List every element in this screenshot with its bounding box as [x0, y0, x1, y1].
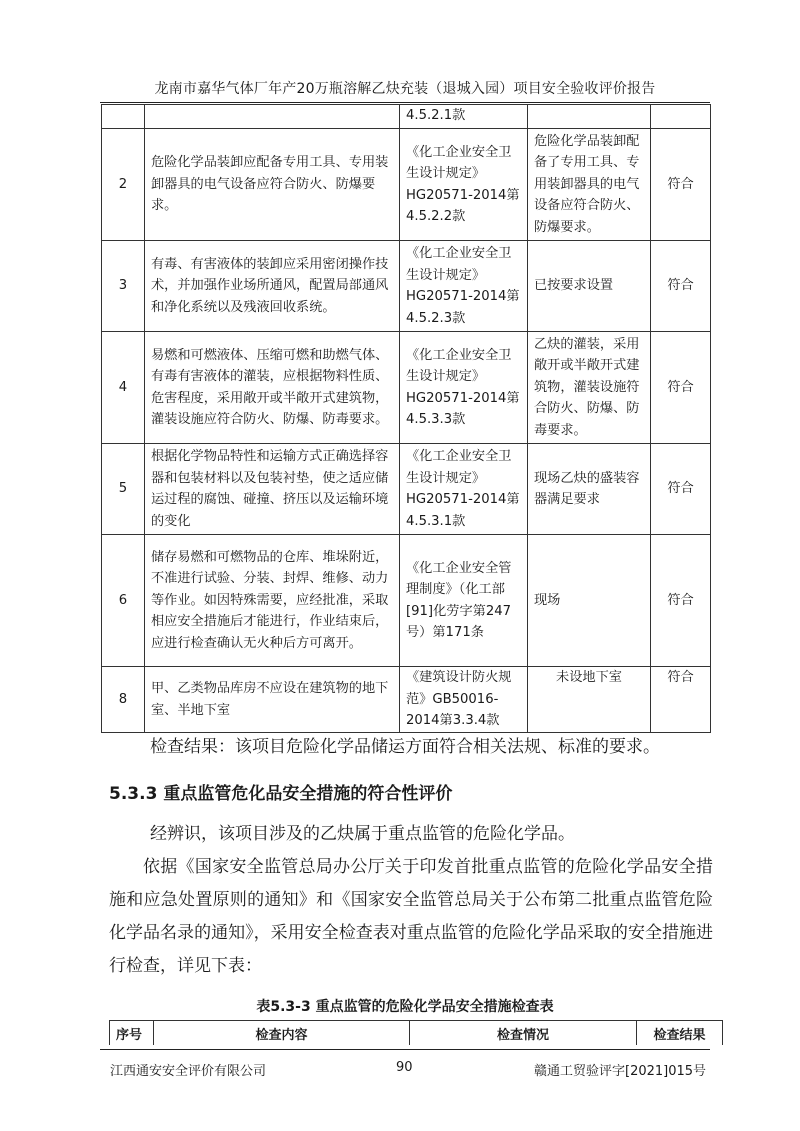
check-status: 已按要求设置 — [528, 241, 651, 332]
check-result: 符合 — [651, 241, 711, 332]
check-result: 符合 — [651, 129, 711, 241]
check-result: 符合 — [651, 667, 711, 733]
check-basis: 《化工企业安全卫生设计规定》HG20571-2014第4.5.3.1款 — [400, 444, 528, 535]
header-cell-status: 检查情况 — [410, 1021, 637, 1046]
check-status: 现场 — [528, 535, 651, 667]
check-table — [101, 104, 711, 733]
table-row — [102, 129, 711, 241]
check-basis: 《化工企业安全卫生设计规定》HG20571-2014第4.5.3.3款 — [400, 332, 528, 444]
row-number: 5 — [102, 444, 145, 535]
check-content: 易燃和可燃液体、压缩可燃和助燃气体、有毒有害液体的灌装，应根据物料性质、危害程度，采用敞开或半敞开式建筑物，灌装设施应符合防火、防爆、防毒要求。 — [145, 332, 400, 444]
check-result: 符合 — [651, 535, 711, 667]
header-cell-content: 检查内容 — [154, 1021, 410, 1046]
header-rule — [100, 102, 710, 103]
row-number: 6 — [102, 535, 145, 667]
row-number — [102, 105, 145, 129]
check-result: 符合 — [651, 444, 711, 535]
check-basis: 《建筑设计防火规范》GB50016-2014第3.3.4款 — [400, 667, 528, 733]
table-caption: 表5.3-3 重点监管的危险化学品安全措施检查表 — [256, 999, 554, 1015]
check-content: 有毒、有害液体的装卸应采用密闭操作技术，并加强作业场所通风，配置局部通风和净化系统以及残液回收系统。 — [145, 241, 400, 332]
check-result — [651, 105, 711, 129]
check-basis: 《化工企业安全管理制度》（化工部[91]化劳字第247号）第171条 — [400, 535, 528, 667]
footer-rule — [100, 1049, 710, 1050]
section-heading: 5.3.3 重点监管危化品安全措施的符合性评价 — [109, 784, 453, 804]
check-basis: 4.5.2.1款 — [400, 105, 528, 129]
check-content: 储存易燃和可燃物品的仓库、堆垛附近，不准进行试验、分装、封焊、维修、动力等作业。如因特殊需要，应经批准，采取相应安全措施后才能进行，作业结束后，应进行检查确认无火种后方可离开。 — [145, 535, 400, 667]
check-content: 甲、乙类物品库房不应设在建筑物的地下室、半地下室 — [145, 667, 400, 733]
row-number: 3 — [102, 241, 145, 332]
check-basis: 《化工企业安全卫生设计规定》HG20571-2014第4.5.2.2款 — [400, 129, 528, 241]
check-content: 危险化学品装卸应配备专用工具、专用装卸器具的电气设备应符合防火、防爆要求。 — [145, 129, 400, 241]
check-status: 未设地下室 — [528, 667, 651, 733]
header-cell-number: 序号 — [110, 1021, 154, 1046]
table-row — [102, 332, 711, 444]
row-number: 4 — [102, 332, 145, 444]
check-result-summary: 检查结果：该项目危险化学品储运方面符合相关法规、标准的要求。 — [150, 737, 660, 757]
footer-document-number: 赣通工贸验评字[2021]015号 — [534, 1064, 707, 1079]
row-number: 2 — [102, 129, 145, 241]
paragraph-identification: 经辨识，该项目涉及的乙炔属于重点监管的危险化学品。 — [150, 824, 575, 844]
check-status — [528, 105, 651, 129]
check-content: 根据化学物品特性和运输方式正确选择容器和包装材料以及包装衬垫，使之适应储运过程的腐蚀、碰撞、挤压以及运输环境的变化 — [145, 444, 400, 535]
footer-company: 江西通安安全评价有限公司 — [110, 1064, 267, 1079]
table-header-row — [110, 1021, 723, 1046]
table-row — [102, 241, 711, 332]
table-row — [102, 667, 711, 733]
check-status: 危险化学品装卸配备了专用工具、专用装卸器具的电气设备应符合防火、防爆要求。 — [528, 129, 651, 241]
table-row — [102, 535, 711, 667]
check-content — [145, 105, 400, 129]
check-status: 乙炔的灌装，采用敞开或半敞开式建筑物，灌装设施符合防火、防爆、防毒要求。 — [528, 332, 651, 444]
page-header-title: 龙南市嘉华气体厂年产20万瓶溶解乙炔充装（退城入园）项目安全验收评价报告 — [154, 81, 656, 97]
check-basis: 《化工企业安全卫生设计规定》HG20571-2014第4.5.2.3款 — [400, 241, 528, 332]
paragraph-basis: 依据《国家安全监管总局办公厅关于印发首批重点监管的危险化学品安全措施和应急处置原则的通知》和《国家安全监管总局关于公布第二批重点监管危险化学品名录的通知》，采用安全检查表对重点监管的危险化学品采取的安全措施进行检查，详见下表： — [109, 857, 713, 976]
header-cell-result: 检查结果 — [637, 1021, 723, 1046]
check-result: 符合 — [651, 332, 711, 444]
table-row — [102, 105, 711, 129]
table-row — [102, 444, 711, 535]
page-number: 90 — [396, 1060, 413, 1075]
key-hazard-table-header — [109, 1020, 723, 1045]
check-status: 现场乙炔的盛装容器满足要求 — [528, 444, 651, 535]
row-number: 8 — [102, 667, 145, 733]
